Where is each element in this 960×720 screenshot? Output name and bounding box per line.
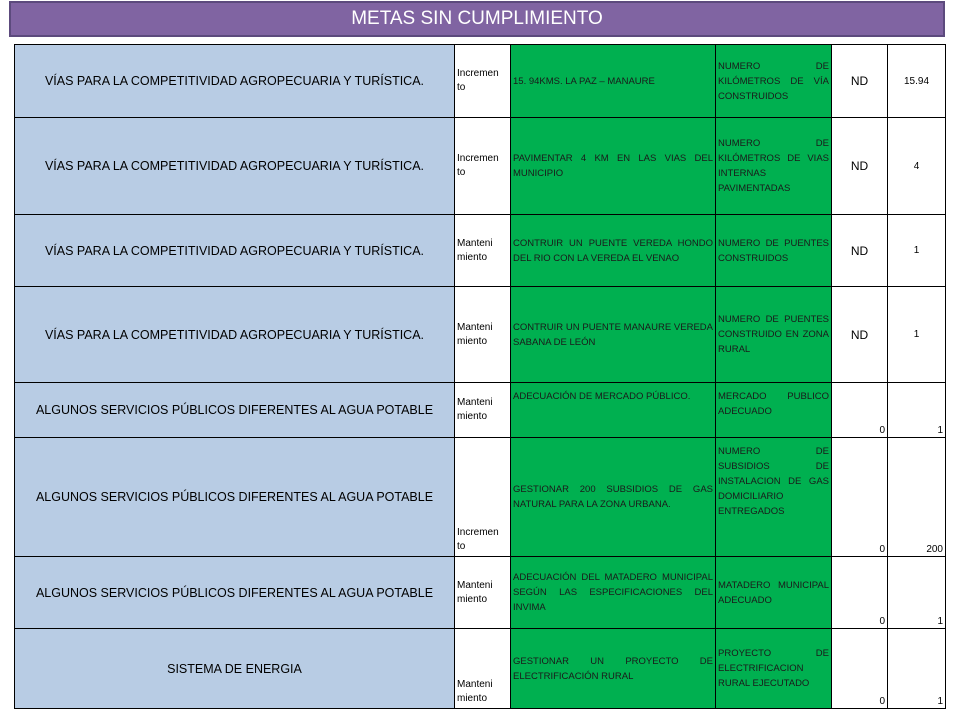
table-row bbox=[15, 287, 946, 383]
tipo-cell: Manteni miento bbox=[455, 215, 511, 287]
meta-cell: PAVIMENTAR 4 KM EN LAS VIAS DEL MUNICIPIO bbox=[511, 118, 716, 215]
indicator-cell: NUMERO DE PUENTES CONSTRUIDO EN ZONA RURAL bbox=[716, 287, 832, 383]
baseline-cell: ND bbox=[832, 45, 888, 118]
baseline-cell: ND bbox=[832, 287, 888, 383]
baseline-cell: 0 bbox=[832, 557, 888, 629]
target-cell: 1 bbox=[888, 287, 946, 383]
indicator-cell: PROYECTO DE ELECTRIFICACION RURAL EJECUTADO bbox=[716, 629, 832, 709]
table-row bbox=[15, 118, 946, 215]
program-cell: SISTEMA DE ENERGIA bbox=[15, 629, 455, 709]
indicator-cell: NUMERO DE KILÓMETROS DE VÍA CONSTRUIDOS bbox=[716, 45, 832, 118]
target-cell: 4 bbox=[888, 118, 946, 215]
table-row bbox=[15, 215, 946, 287]
indicator-cell: MERCADO PUBLICO ADECUADO bbox=[716, 383, 832, 438]
indicator-cell: NUMERO DE PUENTES CONSTRUIDOS bbox=[716, 215, 832, 287]
tipo-cell: Incremen to bbox=[455, 438, 511, 557]
tipo-cell: Manteni miento bbox=[455, 383, 511, 438]
baseline-cell: ND bbox=[832, 118, 888, 215]
tipo-cell: Manteni miento bbox=[455, 287, 511, 383]
target-cell: 1 bbox=[888, 383, 946, 438]
target-cell: 1 bbox=[888, 629, 946, 709]
table-row bbox=[15, 438, 946, 557]
program-cell: VÍAS PARA LA COMPETITIVIDAD AGROPECUARIA Y TURÍSTICA. bbox=[15, 215, 455, 287]
baseline-cell: 0 bbox=[832, 383, 888, 438]
program-cell: VÍAS PARA LA COMPETITIVIDAD AGROPECUARIA Y TURÍSTICA. bbox=[15, 45, 455, 118]
metas-table bbox=[14, 44, 946, 709]
target-cell: 15.94 bbox=[888, 45, 946, 118]
meta-cell: CONTRUIR UN PUENTE VEREDA HONDO DEL RIO CON LA VEREDA EL VENAO bbox=[511, 215, 716, 287]
program-cell: VÍAS PARA LA COMPETITIVIDAD AGROPECUARIA Y TURÍSTICA. bbox=[15, 287, 455, 383]
page-title: METAS SIN CUMPLIMIENTO bbox=[9, 1, 945, 37]
indicator-cell: NUMERO DE SUBSIDIOS DE INSTALACION DE GAS DOMICILIARIO ENTREGADOS bbox=[716, 438, 832, 557]
baseline-cell: 0 bbox=[832, 629, 888, 709]
table-row bbox=[15, 557, 946, 629]
table-row bbox=[15, 629, 946, 709]
table-row bbox=[15, 45, 946, 118]
table-row bbox=[15, 383, 946, 438]
tipo-cell: Incremen to bbox=[455, 45, 511, 118]
baseline-cell: 0 bbox=[832, 438, 888, 557]
indicator-cell: NUMERO DE KILÓMETROS DE VIAS INTERNAS PAVIMENTADAS bbox=[716, 118, 832, 215]
tipo-cell: Incremen to bbox=[455, 118, 511, 215]
target-cell: 1 bbox=[888, 557, 946, 629]
meta-cell: ADECUACIÓN DEL MATADERO MUNICIPAL SEGÚN LAS ESPECIFICACIONES DEL INVIMA bbox=[511, 557, 716, 629]
program-cell: VÍAS PARA LA COMPETITIVIDAD AGROPECUARIA Y TURÍSTICA. bbox=[15, 118, 455, 215]
program-cell: ALGUNOS SERVICIOS PÚBLICOS DIFERENTES AL AGUA POTABLE bbox=[15, 557, 455, 629]
tipo-cell: Manteni miento bbox=[455, 557, 511, 629]
target-cell: 1 bbox=[888, 215, 946, 287]
program-cell: ALGUNOS SERVICIOS PÚBLICOS DIFERENTES AL AGUA POTABLE bbox=[15, 438, 455, 557]
meta-cell: 15. 94KMS. LA PAZ – MANAURE bbox=[511, 45, 716, 118]
meta-cell: GESTIONAR UN PROYECTO DE ELECTRIFICACIÓN RURAL bbox=[511, 629, 716, 709]
meta-cell: ADECUACIÓN DE MERCADO PÚBLICO. bbox=[511, 383, 716, 438]
indicator-cell: MATADERO MUNICIPAL ADECUADO bbox=[716, 557, 832, 629]
target-cell: 200 bbox=[888, 438, 946, 557]
tipo-cell: Manteni miento bbox=[455, 629, 511, 709]
program-cell: ALGUNOS SERVICIOS PÚBLICOS DIFERENTES AL AGUA POTABLE bbox=[15, 383, 455, 438]
baseline-cell: ND bbox=[832, 215, 888, 287]
meta-cell: GESTIONAR 200 SUBSIDIOS DE GAS NATURAL PARA LA ZONA URBANA. bbox=[511, 438, 716, 557]
meta-cell: CONTRUIR UN PUENTE MANAURE VEREDA SABANA DE LEÓN bbox=[511, 287, 716, 383]
